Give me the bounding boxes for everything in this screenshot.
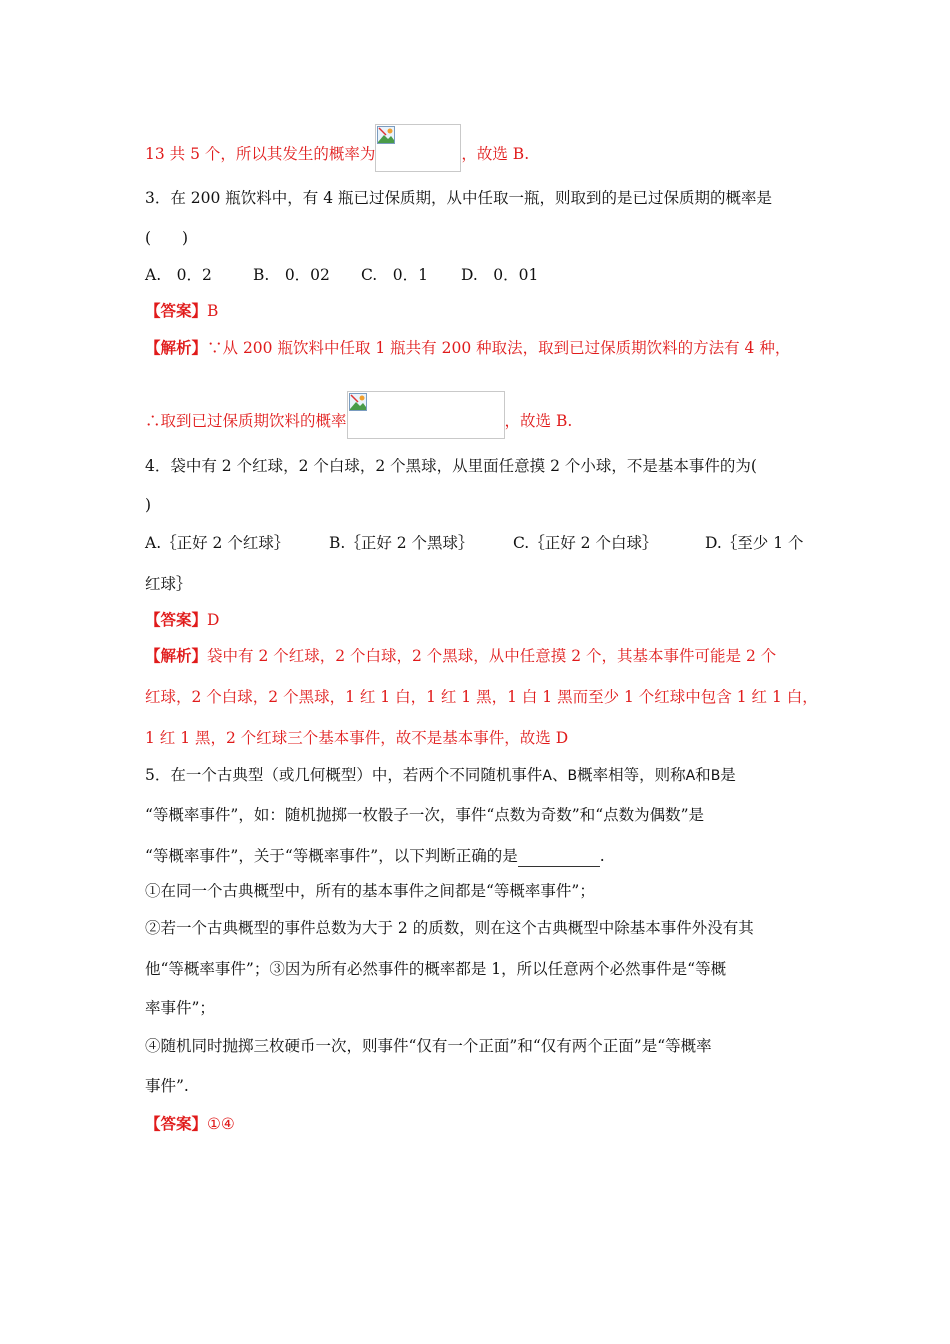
question-4-analysis-line2: 红球，2 个白球，2 个黑球，1 红 1 白，1 红 1 黑，1 白 1 黑而至少 1 个红球中包含 1 红 1 白， (145, 688, 818, 706)
question-3-options (145, 264, 830, 286)
question-4-options (145, 532, 830, 554)
question-5-stem-line2: “等概率事件”，如：随机抛掷一枚骰子一次，事件“点数为奇数”和“点数为偶数”是 (145, 806, 705, 824)
question-3-paren: ( ) (145, 229, 189, 247)
statement-2-line3: 率事件”； (145, 999, 215, 1017)
question-3-analysis-conclusion: ∴取到已过保质期饮料的概率 ，故选 B. (145, 405, 830, 439)
question-4-answer: 【答案】D (145, 610, 220, 629)
question-4-analysis-line3: 1 红 1 黑，2 个红球三个基本事件，故不是基本事件，故选 D (145, 729, 569, 747)
broken-image-icon (377, 126, 395, 144)
question-5-stem-line3: “等概率事件”，关于“等概率事件”，以下判断正确的是 . (145, 847, 605, 865)
option-b: B. 0．02 (253, 266, 330, 284)
analysis-continuation-line: 13 共 5 个，所以其发生的概率为 ，故选 B. (145, 138, 830, 172)
question-5-answer: 【答案】①④ (145, 1114, 235, 1133)
option-d: D.｛至少 1 个 (705, 534, 804, 552)
question-4-paren: ) (145, 496, 152, 514)
event-b-symbol: B (710, 768, 721, 784)
question-4-analysis: 【解析】袋中有 2 个红球，2 个白球，2 个黑球，从中任意摸 2 个，其基本事件可能是 2 个 (145, 646, 777, 665)
probability-formula-image (375, 124, 461, 172)
question-4-option-continuation: 红球｝ (145, 575, 192, 593)
statement-2-line2: 他“等概率事件”；③因为所有必然事件的概率都是 1，所以任意两个必然事件是“等概 (145, 960, 727, 978)
question-3-analysis: 【解析】∵从 200 瓶饮料中任取 1 瓶共有 200 种取法，取到已过保质期饮料的方法有 4 种， (145, 338, 791, 357)
answer-blank (518, 850, 600, 867)
option-c: C. 0．1 (361, 266, 428, 284)
option-d: D. 0．01 (461, 266, 539, 284)
question-4-stem: 4．袋中有 2 个红球，2 个白球，2 个黑球，从里面任意摸 2 个小球，不是基本事件的为( (145, 457, 757, 475)
option-c: C.｛正好 2 个白球｝ (513, 534, 658, 552)
event-b-symbol: B (567, 768, 578, 784)
option-a: A. 0．2 (145, 266, 212, 284)
option-b: B.｛正好 2 个黑球｝ (329, 534, 474, 552)
broken-image-icon (349, 393, 367, 411)
option-a: A.｛正好 2 个红球｝ (145, 534, 290, 552)
question-5-stem: 5．在一个古典型（或几何概型）中，若两个不同随机事件A、B概率相等，则称A和B是 (145, 766, 736, 784)
question-3-stem: 3．在 200 瓶饮料中，有 4 瓶已过保质期，从中任取一瓶，则取到的是已过保质期的概率是 (145, 189, 773, 207)
event-a-symbol: A (542, 768, 552, 784)
probability-formula-image (347, 391, 505, 439)
event-a-symbol: A (685, 768, 696, 784)
statement-1: ①在同一个古典概型中，所有的基本事件之间都是“等概率事件”； (145, 882, 595, 900)
question-3-answer: 【答案】B (145, 301, 219, 320)
statement-4-line2: 事件”. (145, 1077, 189, 1095)
statement-4: ④随机同时抛掷三枚硬币一次，则事件“仅有一个正面”和“仅有两个正面”是“等概率 (145, 1037, 712, 1055)
statement-2: ②若一个古典概型的事件总数为大于 2 的质数，则在这个古典概型中除基本事件外没有其 (145, 919, 754, 937)
